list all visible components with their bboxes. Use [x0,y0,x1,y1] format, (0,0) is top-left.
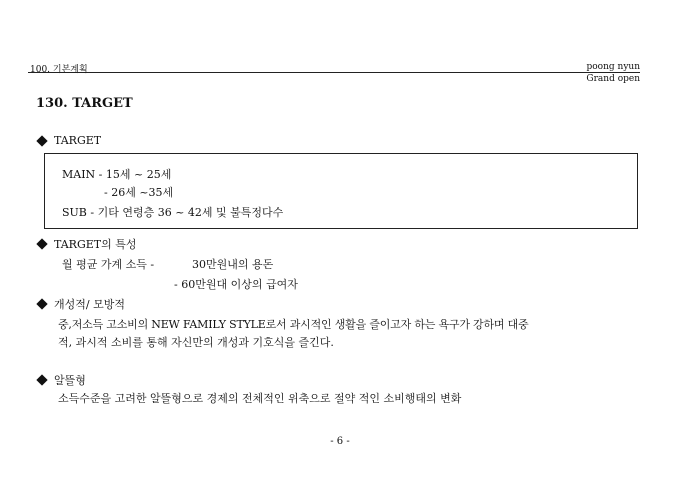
header-left-title: 100. 기본계획 [30,65,88,75]
diamond-bullet-icon [36,135,47,146]
individuality-text-line2: 적, 과시적 소비를 통해 자신만의 개성과 기호식을 즐긴다. [58,336,334,349]
traits-income-label: 월 평균 가계 소득 - [62,258,155,271]
practical-heading [36,372,86,388]
target-heading-label: TARGET [54,134,102,147]
traits-income-value-2: - 60만원대 이상의 급여자 [174,278,298,291]
target-heading [36,134,101,147]
individuality-text-line1: 중,저소득 고소비의 NEW FAMILY STYLE로서 과시적인 생활을 즐이고자 하는 욕구가 강하며 대중 [58,318,529,331]
diamond-bullet-icon [36,298,47,309]
traits-income-value: 30만원내의 용돈 [192,258,274,271]
target-main-line: MAIN - 15세 ~ 25세 [62,168,172,181]
traits-heading-label: TARGET의 특성 [54,238,137,251]
diamond-bullet-icon [36,238,47,249]
target-main-line-2: - 26세 ~35세 [104,186,174,199]
header-right-subtitle: Grand open [586,74,640,84]
practical-text-line1: 소득수준을 고려한 알뜰형으로 경제의 전체적인 위축으로 절약 적인 소비행태의 변화 [58,392,462,405]
individuality-heading-label: 개성적/ 모방적 [54,298,125,311]
individuality-heading [36,296,125,312]
practical-heading-label: 알뜰형 [54,374,86,387]
diamond-bullet-icon [36,374,47,385]
section-title: 130. TARGET [36,96,133,111]
header-divider [28,72,640,73]
target-sub-line: SUB - 기타 연령층 36 ~ 42세 및 불특정다수 [62,206,284,219]
header-right-brand: poong nyun [586,62,640,72]
page-number: - 6 - [330,436,350,447]
traits-heading [36,236,137,252]
